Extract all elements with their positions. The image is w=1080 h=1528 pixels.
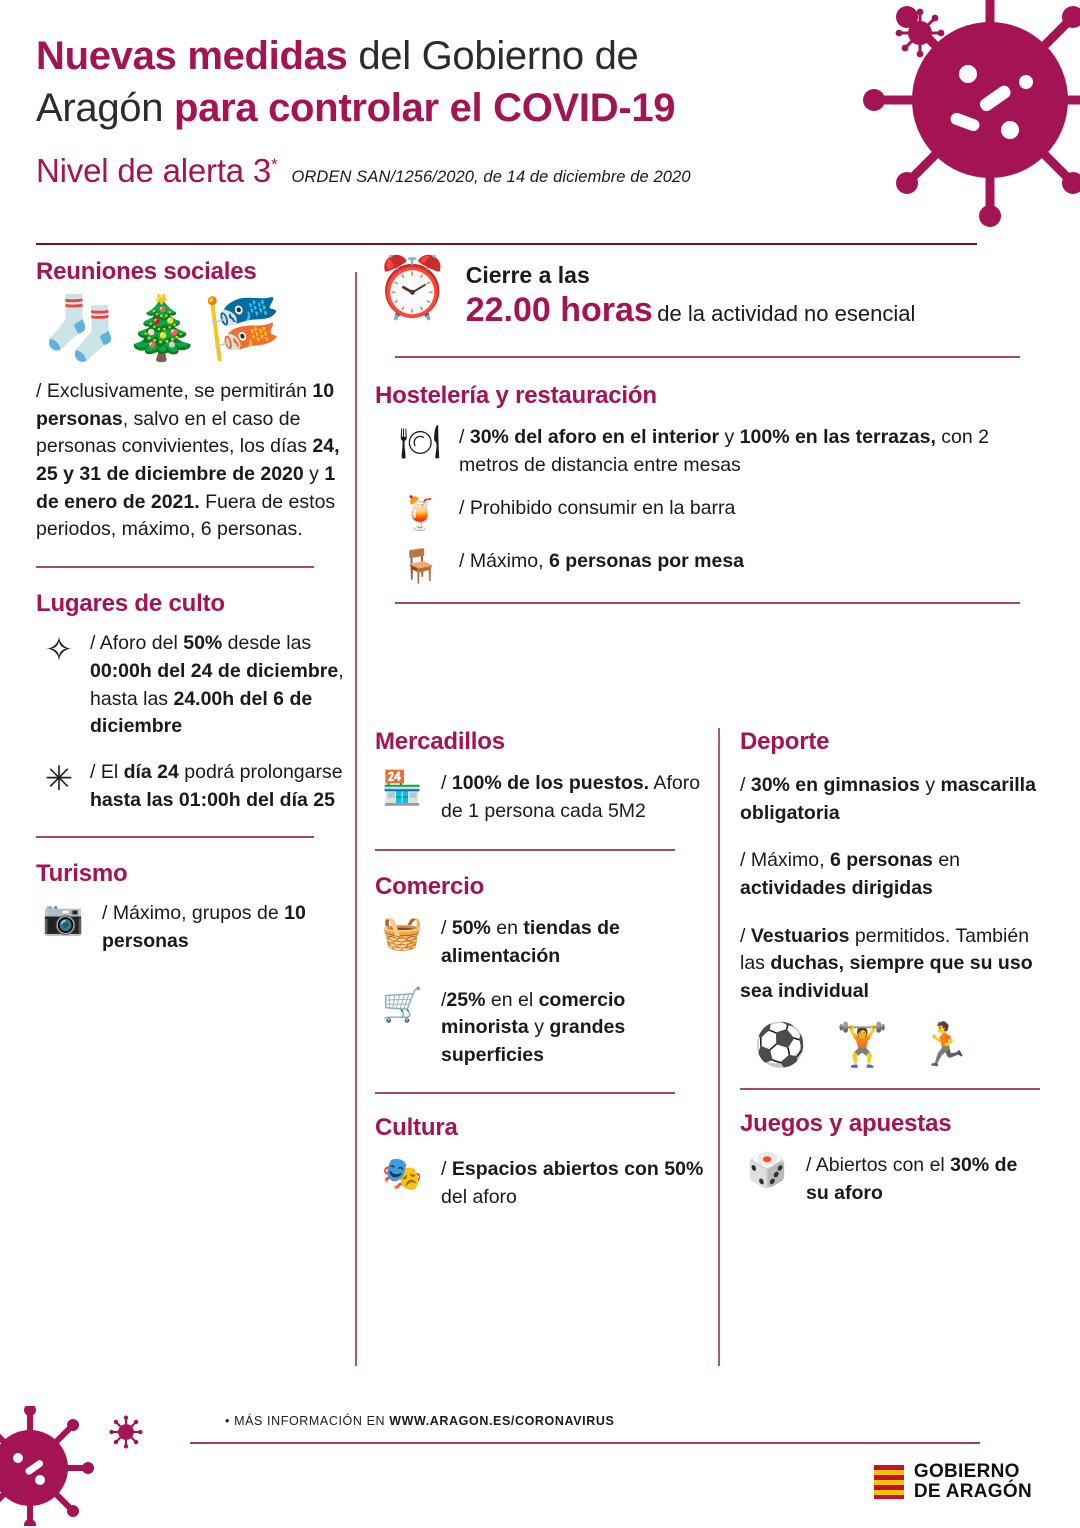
- theatre-masks-icon: 🎭: [381, 1154, 423, 1192]
- christmas-bauble-icon: 🎏: [204, 294, 282, 363]
- logo-line-2: DE ARAGÓN: [913, 1480, 1032, 1502]
- document-footer: [0, 1400, 1080, 1528]
- comercio-item-1-text: / 50% en tiendas de alimentación: [441, 917, 620, 968]
- asterisk-marker: *: [271, 155, 278, 174]
- deporte-item-2-text: / Máximo, 6 personas en actividades dirigidas: [740, 849, 961, 900]
- culto-item-1-text: / Aforo del 50% desde las 00:00h del 24 de diciembre, hasta las 24.00h del 6 de diciembre: [90, 632, 344, 738]
- section-title-hosteleria: Hostelería y restauración: [375, 382, 657, 409]
- sparkle-faint-icon: ✧: [44, 631, 74, 670]
- turismo-item: [36, 900, 346, 955]
- hosteleria-item-3: [393, 548, 1040, 584]
- divider-left-2: [36, 836, 314, 838]
- hosteleria-item-1: [393, 424, 1040, 479]
- coronavirus-footer-small-icon: [108, 1414, 144, 1450]
- christmas-stocking-icon: 🧦: [42, 294, 120, 363]
- christmas-tree-icon: 🎄: [123, 294, 201, 363]
- shopping-basket-icon: 🧺: [381, 914, 423, 952]
- section-title-turismo: Turismo: [36, 860, 128, 888]
- mercadillos-text: / 100% de los puestos. Aforo de 1 persona cada 5M2: [441, 772, 701, 822]
- gobierno-de-aragon-logo: [874, 1462, 1032, 1502]
- footer-bullet: •: [225, 1414, 230, 1428]
- divider-mid-4: [375, 1092, 675, 1094]
- deporte-item-3-text: / Vestuarios permitidos. También las duchas, siempre que su uso sea individual: [740, 924, 1033, 1003]
- divider-mid-2: [395, 602, 1020, 604]
- page-title: [36, 30, 866, 190]
- coronavirus-graphic-icon: [840, 0, 1080, 250]
- running-icon: 🏃: [918, 1020, 971, 1068]
- juegos-text: / Abiertos con el 30% de su aforo: [806, 1153, 1018, 1204]
- culto-item-2: [36, 759, 346, 814]
- column-wide-top: [375, 254, 1040, 604]
- alarm-clock-icon: ⏰: [375, 254, 450, 321]
- title-part-1: Nuevas medidas: [36, 34, 348, 78]
- christmas-icons-row: [42, 294, 346, 363]
- shopping-cart-icon: 🛒: [381, 985, 423, 1023]
- section-title-juegos-apuestas: Juegos y apuestas: [740, 1109, 952, 1137]
- sparkle-star-icon: ✳: [44, 759, 74, 798]
- cocktail-glass-icon: 🍹: [399, 494, 441, 532]
- footer-url[interactable]: WWW.ARAGON.ES/CORONAVIRUS: [389, 1414, 615, 1428]
- order-reference: ORDEN SAN/1256/2020, de 14 de diciembre de 2020: [291, 168, 691, 186]
- closing-time-hours: 22.00 horas: [465, 291, 653, 329]
- hosteleria-item-2: [393, 495, 1040, 531]
- hosteleria-item-3-text: / Máximo, 6 personas por mesa: [459, 549, 745, 572]
- alert-level-text: Nivel de alerta 3: [36, 152, 272, 189]
- closing-time-rest: de la actividad no esencial: [657, 301, 916, 326]
- market-stall-icon: 🏪: [381, 769, 423, 806]
- divider-left-1: [36, 566, 314, 568]
- title-part-3: Aragón: [36, 86, 174, 130]
- comercio-item-2: [375, 987, 705, 1070]
- column-middle: [375, 728, 705, 1227]
- title-part-2: del Gobierno de: [347, 34, 639, 78]
- hosteleria-item-1-text: / 30% del aforo en el interior y 100% en las terrazas, con 2 metros de distancia entre mesas: [459, 426, 990, 476]
- footer-info: [225, 1414, 614, 1428]
- section-title-deporte: Deporte: [740, 728, 830, 755]
- reuniones-sociales-text: / Exclusivamente, se permitirán 10 personas, salvo en el caso de personas convivientes, los días 24, 25 y 31 de diciembre de 2020 y 1 de enero de 2021. Fuera de estos periodos, máximo, 6 personas.: [36, 380, 340, 541]
- photo-camera-icon: 📷: [42, 899, 84, 937]
- dice-icon: 🎲: [746, 1150, 788, 1188]
- soccer-ball-icon: ⚽: [754, 1020, 807, 1068]
- measures-content: [0, 254, 1080, 1398]
- divider-right-1: [740, 1088, 1040, 1090]
- divider-mid-3: [375, 849, 675, 851]
- cultura-text: / Espacios abiertos con 50% del aforo: [441, 1157, 704, 1208]
- cultura-item: [375, 1156, 705, 1211]
- culto-item-2-text: / El día 24 podrá prolongarse hasta las 01:00h del día 25: [90, 760, 343, 811]
- logo-line-1: GOBIERNO: [913, 1461, 1020, 1482]
- hosteleria-item-2-text: / Prohibido consumir en la barra: [459, 497, 736, 520]
- section-title-cultura: Cultura: [375, 1113, 458, 1141]
- coronavirus-small-icon: [895, 8, 945, 58]
- culto-item-1: [36, 630, 346, 741]
- weightlifting-icon: 🏋: [836, 1020, 889, 1068]
- juegos-item: [740, 1152, 1040, 1207]
- closing-time-label: Cierre a las: [465, 262, 590, 288]
- mercadillos-item: [375, 770, 705, 825]
- turismo-text: / Máximo, grupos de 10 personas: [102, 902, 306, 952]
- vertical-divider-right: [718, 728, 720, 1366]
- closing-time-banner: [375, 254, 1040, 330]
- aragon-flag-icon: [874, 1465, 904, 1499]
- section-title-reuniones-sociales: Reuniones sociales: [36, 258, 257, 285]
- section-title-mercadillos: Mercadillos: [375, 728, 505, 755]
- footer-info-label: MÁS INFORMACIÓN EN: [234, 1414, 390, 1428]
- alert-level-subtitle: [36, 152, 277, 190]
- deporte-item-1-text: / 30% en gimnasios y mascarilla obligatoria: [740, 774, 1036, 824]
- comercio-item-2-text: /25% en el comercio minorista y grandes superficies: [441, 988, 626, 1067]
- column-left: [36, 258, 346, 972]
- title-part-4: para controlar el COVID-19: [174, 86, 676, 130]
- table-chairs-icon: 🪑: [399, 546, 441, 584]
- section-title-comercio: Comercio: [375, 873, 485, 901]
- coronavirus-footer-icon: [0, 1406, 120, 1526]
- section-title-lugares-de-culto: Lugares de culto: [36, 590, 225, 618]
- room-service-tray-icon: 🍽: [399, 423, 441, 460]
- comercio-item-1: [375, 915, 705, 970]
- vertical-divider-left: [355, 272, 357, 1366]
- sport-icons-row: [754, 1020, 1040, 1068]
- document-header: [0, 0, 1080, 248]
- header-divider: [36, 243, 977, 245]
- column-right: [740, 728, 1040, 1223]
- divider-mid-1: [395, 356, 1020, 358]
- footer-divider: [190, 1442, 980, 1444]
